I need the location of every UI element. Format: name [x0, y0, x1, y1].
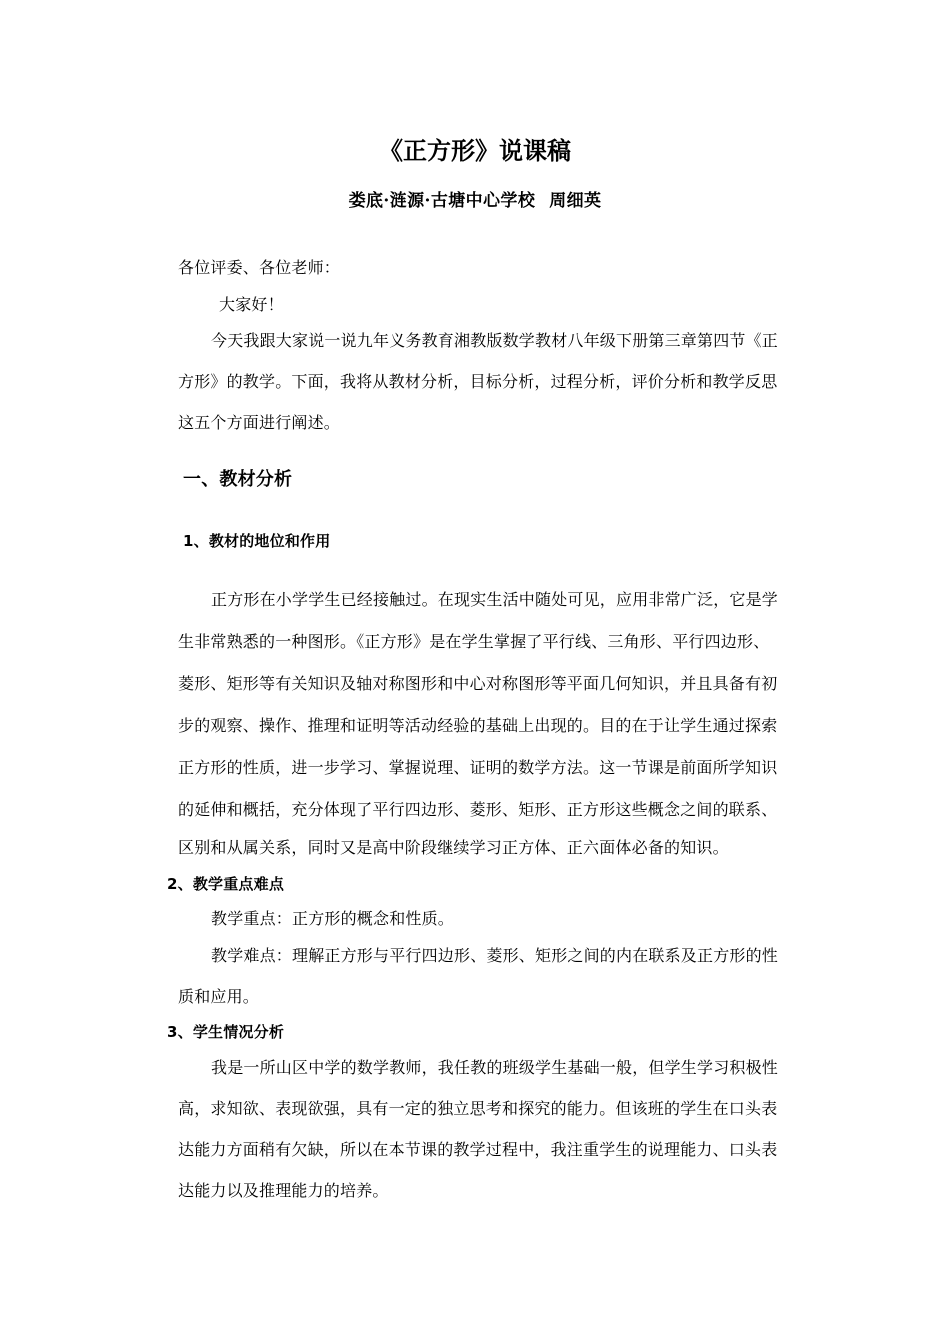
subsection-heading: 1、教材的地位和作用 [183, 532, 331, 550]
greeting: 各位评委、各位老师： [178, 258, 341, 277]
paragraph-line: 我是一所山区中学的数学教师，我任教的班级学生基础一般，但学生学习积极性 [211, 1058, 779, 1077]
paragraph-line: 步的观察、操作、推理和证明等活动经验的基础上出现的。目的在于让学生通过探索 [178, 716, 778, 735]
document-title: 《正方形》说课稿 [379, 137, 571, 165]
paragraph-line: 的延伸和概括，充分体现了平行四边形、菱形、矩形、正方形这些概念之间的联系、 [178, 800, 778, 819]
intro-line: 方形》的教学。下面，我将从教材分析，目标分析，过程分析，评价分析和教学反思 [178, 372, 778, 391]
paragraph-line: 生非常熟悉的一种图形。《正方形》是在学生掌握了平行线、三角形、平行四边形、 [178, 632, 770, 651]
intro-line: 这五个方面进行阐述。 [178, 413, 341, 432]
author-line [0, 190, 950, 212]
subsection-heading: 3、学生情况分析 [167, 1023, 285, 1041]
subsection-heading: 2、教学重点难点 [167, 875, 285, 893]
difficulty-line: 质和应用。 [178, 987, 260, 1006]
author-school: 娄底·涟源·古塘中心学校 [348, 191, 536, 211]
paragraph-line: 达能力方面稍有欠缺，所以在本节课的教学过程中，我注重学生的说理能力、口头表 [178, 1140, 778, 1159]
paragraph-line: 正方形在小学学生已经接触过。在现实生活中随处可见，应用非常广泛，它是学 [211, 590, 779, 609]
author-name: 周细英 [549, 191, 602, 211]
paragraph-line: 高，求知欲、表现欲强，具有一定的独立思考和探究的能力。但该班的学生在口头表 [178, 1099, 778, 1118]
intro-line: 今天我跟大家说一说九年义务教育湘教版数学教材八年级下册第三章第四节《正 [211, 331, 779, 350]
hello: 大家好！ [219, 295, 284, 314]
difficulty-line: 教学难点：理解正方形与平行四边形、菱形、矩形之间的内在联系及正方形的性 [211, 946, 779, 965]
key-point: 教学重点：正方形的概念和性质。 [211, 909, 455, 928]
paragraph-line: 菱形、矩形等有关知识及轴对称图形和中心对称图形等平面几何知识，并且具备有初 [178, 674, 778, 693]
paragraph-line: 区别和从属关系，同时又是高中阶段继续学习正方体、正六面体必备的知识。 [178, 838, 729, 857]
section-heading: 一、教材分析 [183, 469, 293, 490]
paragraph-line: 正方形的性质，进一步学习、掌握说理、证明的数学方法。这一节课是前面所学知识 [178, 758, 778, 777]
paragraph-line: 达能力以及推理能力的培养。 [178, 1181, 389, 1200]
